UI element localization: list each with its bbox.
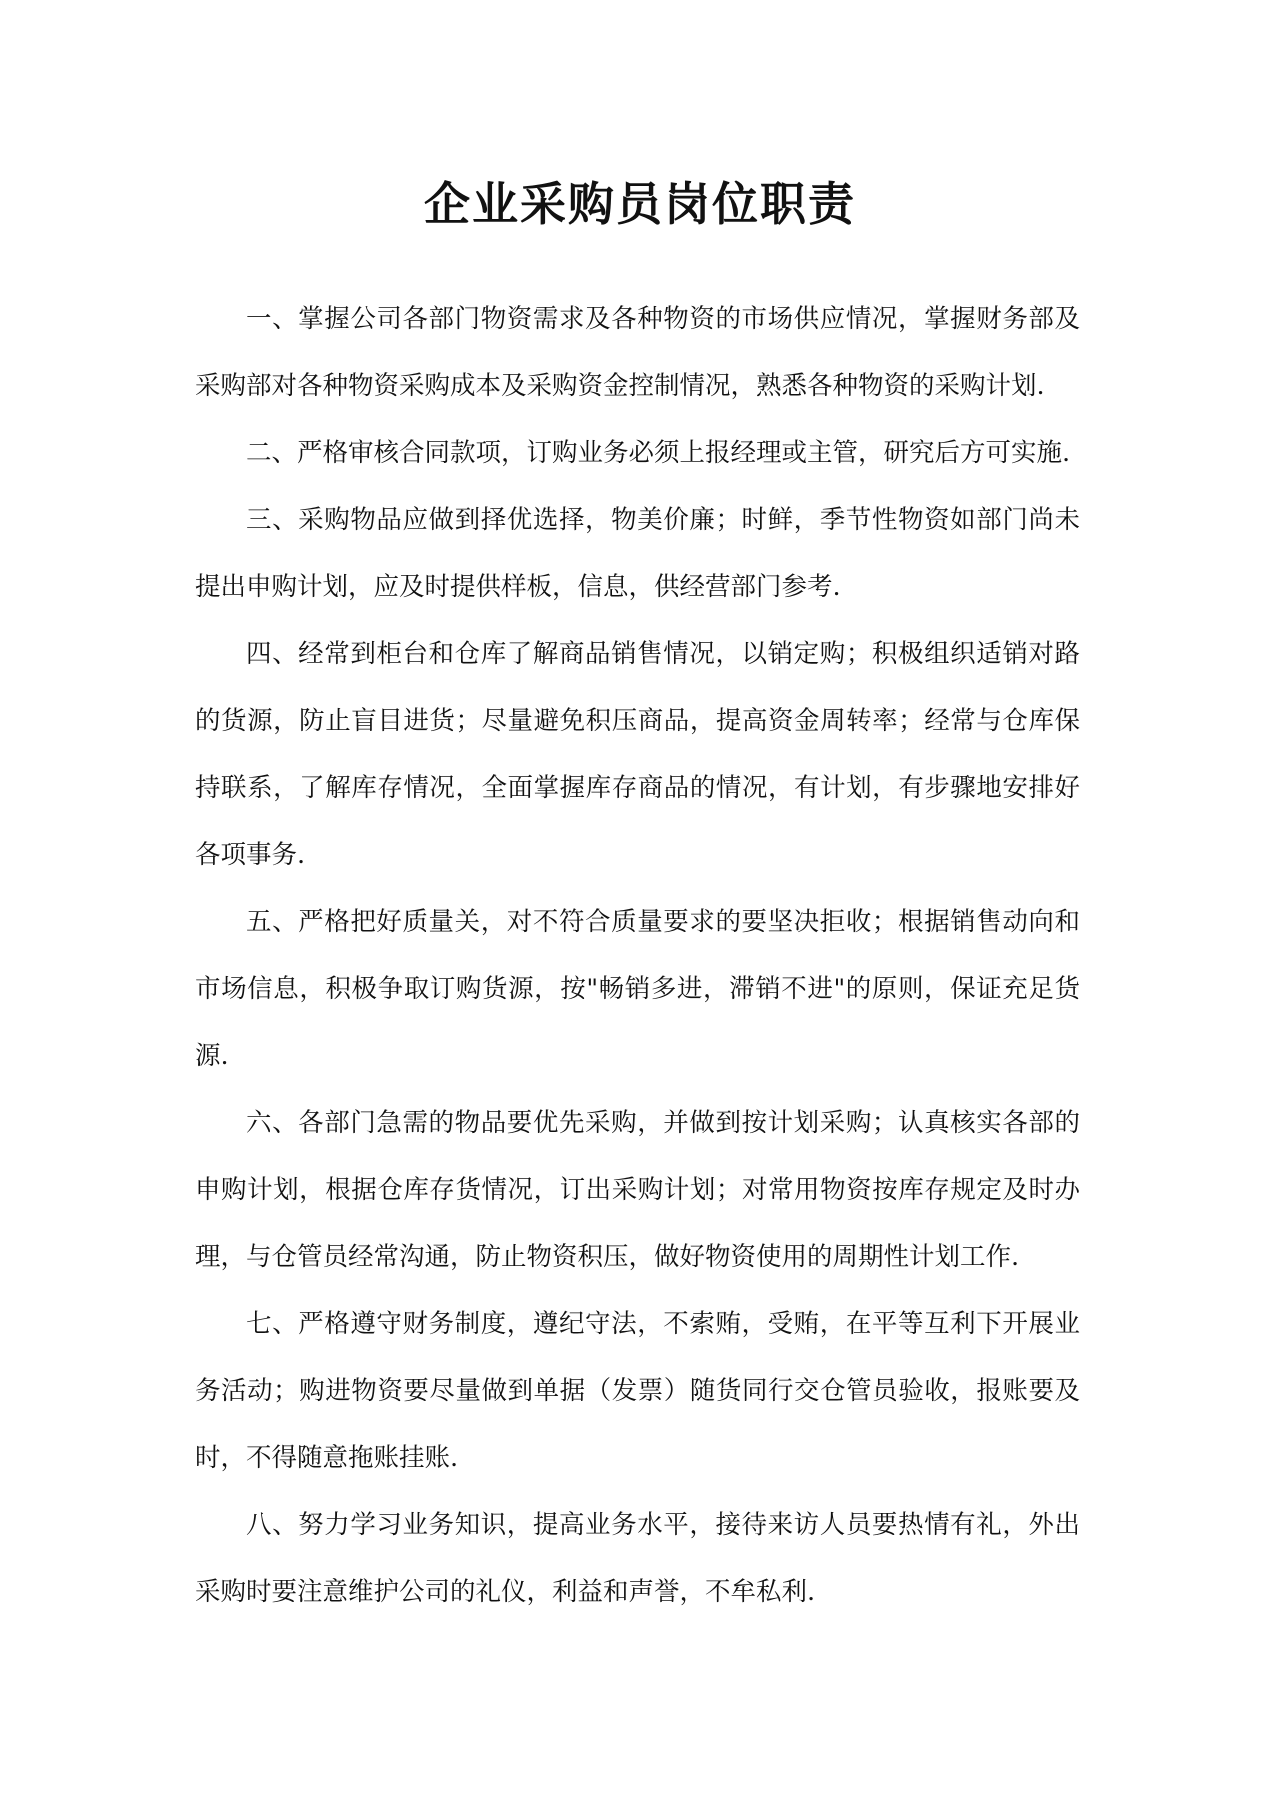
paragraph-3: 三、采购物品应做到择优选择，物美价廉；时鲜，季节性物资如部门尚未提出申购计划，应及时提供样板，信息，供经营部门参考. <box>195 505 1080 602</box>
paragraph-2: 二、严格审核合同款项，订购业务必须上报经理或主管，研究后方可实施. <box>246 438 1071 468</box>
document-body <box>195 286 1080 1626</box>
paragraph-7: 七、严格遵守财务制度，遵纪守法，不索贿，受贿，在平等互利下开展业务活动；购进物资要尽量做到单据（发票）随货同行交仓管员验收，报账要及时，不得随意拖账挂账. <box>195 1309 1080 1473</box>
paragraph-6: 六、各部门急需的物品要优先采购，并做到按计划采购；认真核实各部的申购计划，根据仓库存货情况，订出采购计划；对常用物资按库存规定及时办理，与仓管员经常沟通，防止物资积压，做好物资使用的周期性计划工作. <box>195 1108 1080 1272</box>
paragraph-8: 八、努力学习业务知识，提高业务水平，接待来访人员要热情有礼，外出采购时要注意维护公司的礼仪，利益和声誉，不牟私利. <box>195 1510 1080 1607</box>
paragraph-1: 一、掌握公司各部门物资需求及各种物资的市场供应情况，掌握财务部及采购部对各种物资采购成本及采购资金控制情况，熟悉各种物资的采购计划. <box>195 304 1080 401</box>
document-title: 企业采购员岗位职责 <box>424 177 856 231</box>
paragraph-4: 四、经常到柜台和仓库了解商品销售情况，以销定购；积极组织适销对路的货源，防止盲目进货；尽量避免积压商品，提高资金周转率；经常与仓库保持联系，了解库存情况，全面掌握库存商品的情况，有计划，有步骤地安排好各项事务. <box>195 639 1080 870</box>
paragraph-5: 五、严格把好质量关，对不符合质量要求的要坚决拒收；根据销售动向和市场信息，积极争取订购货源，按"畅销多进，滞销不进"的原则，保证充足货源. <box>195 907 1080 1071</box>
